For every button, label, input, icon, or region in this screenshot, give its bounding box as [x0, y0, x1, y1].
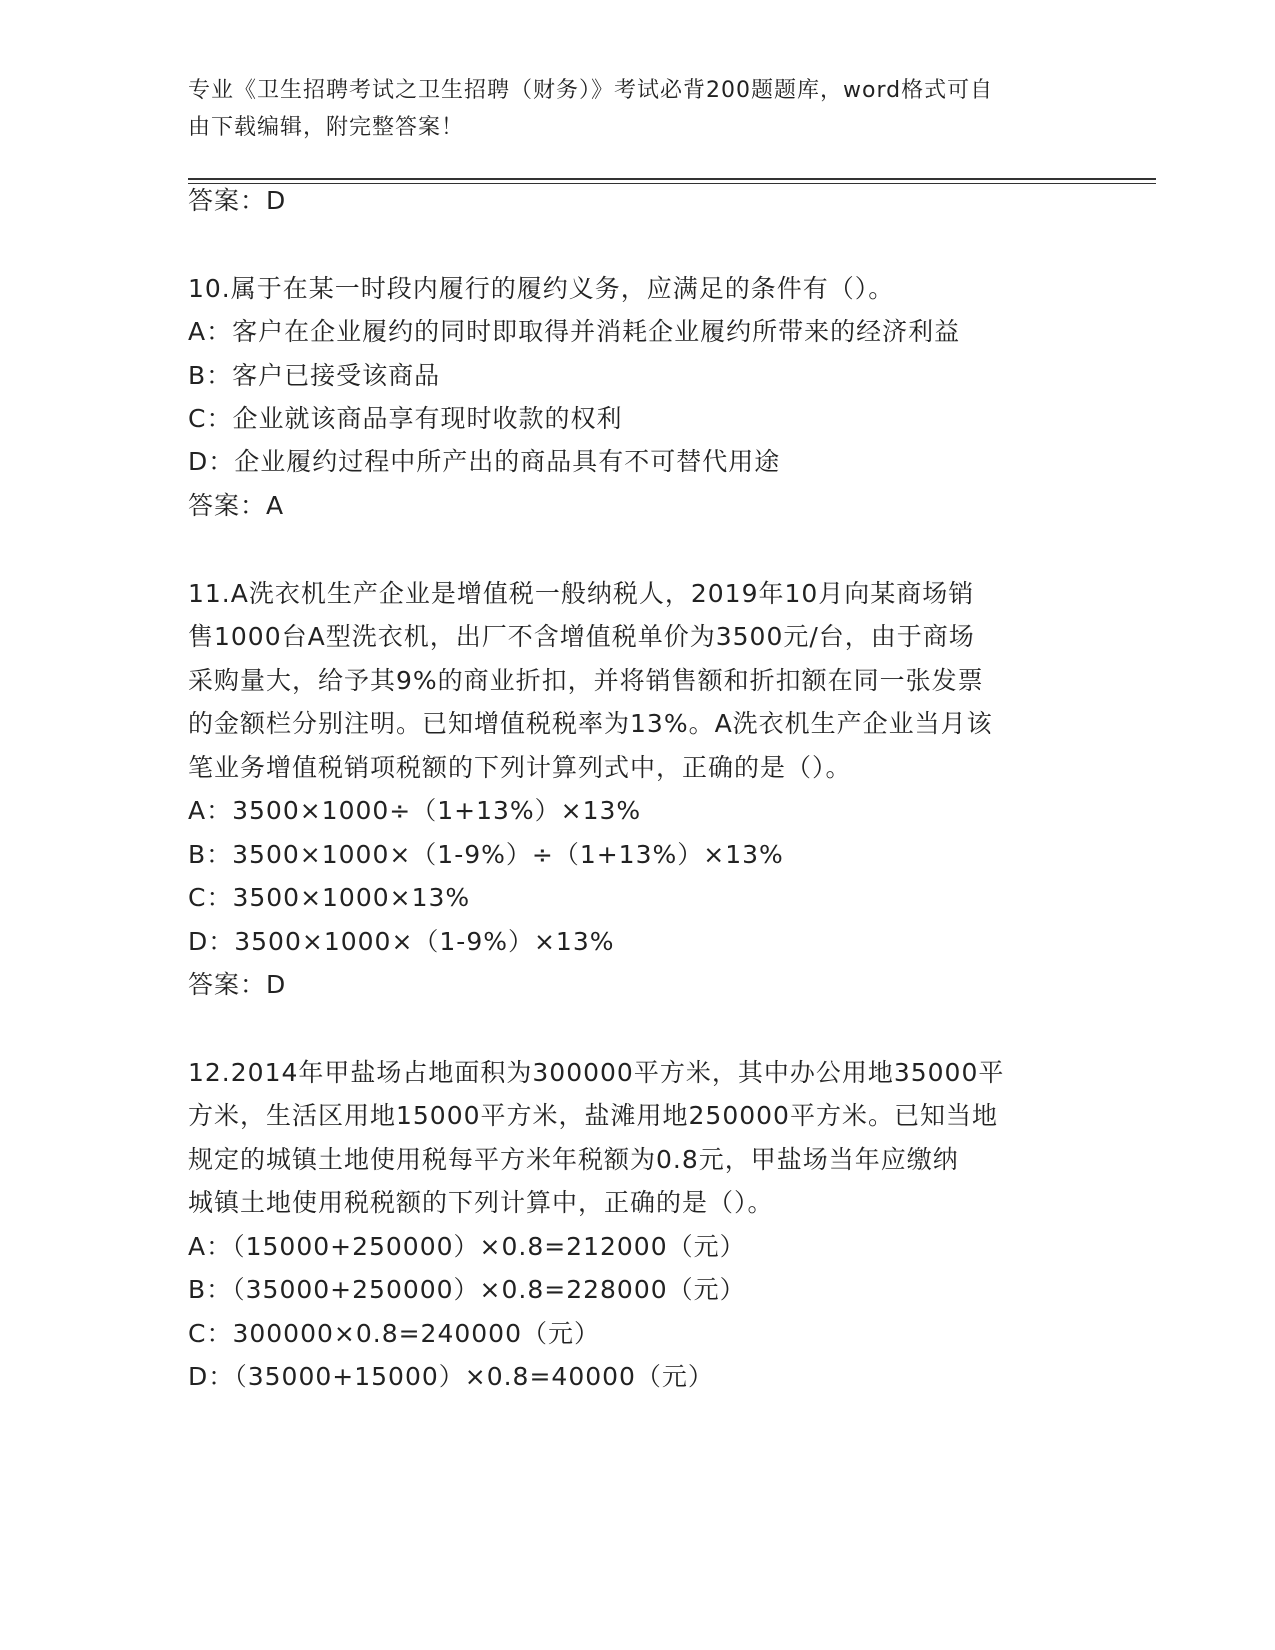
q10-option-a: A：客户在企业履约的同时即取得并消耗企业履约所带来的经济利益: [188, 317, 961, 346]
header-divider-thick: [188, 178, 1156, 180]
q10-stem: 10.属于在某一时段内履行的履约义务，应满足的条件有（）。: [188, 274, 895, 303]
q11-stem-line-2: 售1000台A型洗衣机，出厂不含增值税单价为3500元/台，由于商场: [188, 622, 975, 651]
q12-stem-line-1: 12.2014年甲盐场占地面积为300000平方米，其中办公用地35000平: [188, 1058, 1005, 1087]
q10-option-c: C：企业就该商品享有现时收款的权利: [188, 404, 623, 433]
document-header: [188, 72, 1068, 146]
header-divider-thin: [188, 183, 1156, 184]
q12-stem-line-3: 规定的城镇土地使用税每平方米年税额为0.8元，甲盐场当年应缴纳: [188, 1145, 959, 1174]
q11-option-a: A：3500×1000÷（1+13%）×13%: [188, 796, 642, 825]
q12-option-c: C：300000×0.8=240000（元）: [188, 1319, 600, 1348]
q11-stem-line-5: 笔业务增值税销项税额的下列计算列式中，正确的是（）。: [188, 753, 852, 782]
q12-option-a: A：（15000+250000）×0.8=212000（元）: [188, 1232, 746, 1261]
header-line-1: 专业《卫生招聘考试之卫生招聘（财务）》考试必背200题题库，word格式可自: [188, 78, 994, 103]
q10-option-d: D：企业履约过程中所产出的商品具有不可替代用途: [188, 447, 781, 476]
q11-option-b: B：3500×1000×（1-9%）÷（1+13%）×13%: [188, 840, 784, 869]
q12-stem-line-4: 城镇土地使用税税额的下列计算中，正确的是（）。: [188, 1188, 774, 1217]
q11-option-d: D：3500×1000×（1-9%）×13%: [188, 927, 615, 956]
q10-option-b: B：客户已接受该商品: [188, 361, 441, 390]
q11-stem-line-1: 11.A洗衣机生产企业是增值税一般纳税人，2019年10月向某商场销: [188, 579, 975, 608]
header-line-2: 由下载编辑，附完整答案！: [188, 115, 465, 140]
q11-stem-line-4: 的金额栏分别注明。已知增值税税率为13%。A洗衣机生产企业当月该: [188, 709, 993, 738]
q12-option-d: D：（35000+15000）×0.8=40000（元）: [188, 1362, 714, 1391]
q11-stem-line-3: 采购量大，给予其9%的商业折扣，并将销售额和折扣额在同一张发票: [188, 666, 984, 695]
answer-q10: 答案：A: [188, 491, 285, 520]
answer-q9: 答案：D: [188, 186, 287, 215]
answer-q11: 答案：D: [188, 970, 287, 999]
q11-option-c: C：3500×1000×13%: [188, 883, 471, 912]
q12-stem-line-2: 方米，生活区用地15000平方米，盐滩用地250000平方米。已知当地: [188, 1101, 998, 1130]
q12-option-b: B：（35000+250000）×0.8=228000（元）: [188, 1275, 746, 1304]
